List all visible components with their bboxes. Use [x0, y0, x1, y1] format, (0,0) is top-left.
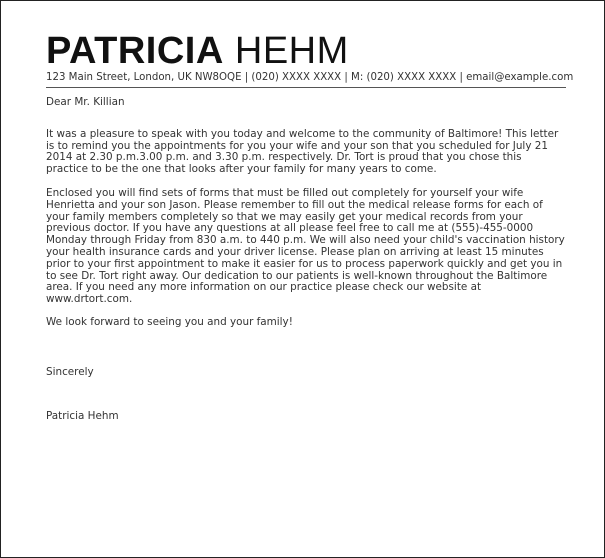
letter-content — [46, 30, 574, 422]
sender-last-name: HEHM — [234, 30, 349, 72]
letter-body — [46, 97, 566, 422]
signature-name: Patricia Hehm — [46, 409, 119, 422]
closing: Sincerely — [46, 365, 94, 378]
salutation: Dear Mr. Killian — [46, 96, 125, 108]
paragraph-3: We look forward to seeing you and your family! — [46, 315, 293, 328]
sender-first-name: PATRICIA — [46, 30, 224, 72]
paragraph-1: It was a pleasure to speak with you today and welcome to the community of Baltimore! This letter is to remind you the appointments for you your wife and your son that you scheduled for July 21 2014 at 2.30 p.m.3.00 p.m. and 3.30 p.m. respectively. Dr. Tort is proud that you chose this practice to be the one that looks after your family for many years to come. — [46, 127, 559, 176]
sender-name — [46, 31, 566, 71]
contact-line: 123 Main Street, London, UK NW8OQE | (020) XXXX XXXX | M: (020) XXXX XXXX | email@example.com — [46, 71, 566, 88]
paragraph-2: Enclosed you will find sets of forms that must be filled out completely for yourself your wife Henrietta and your son Jason. Please remember to fill out the medical release forms for each of your family members completely so that we may easily get your medical records from your previous doctor. If you have any questions at all please feel free to call me at (555)-455-0000 Monday through Friday from 830 a.m. to 440 p.m. We will also need your child's vaccination history your health insurance cards and your driver license. Please plan on arriving at least 15 minutes prior to your first appointment to make it easier for us to process paperwork quickly and get you in to see Dr. Tort right away. Our dedication to our patients is well-known throughout the Baltimore area. If you need any more information on our practice please check our website at www.drtort.com. — [46, 186, 565, 306]
